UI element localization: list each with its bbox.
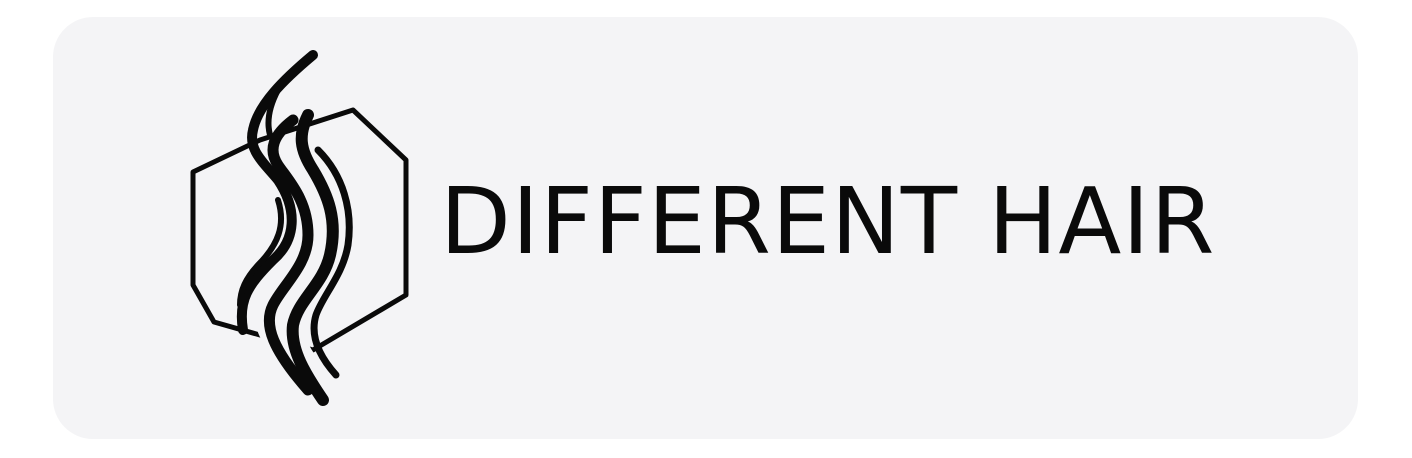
brand-name: DIFFERENT HAIR xyxy=(440,168,1216,275)
hair-strands-hexagon-icon xyxy=(178,50,418,410)
